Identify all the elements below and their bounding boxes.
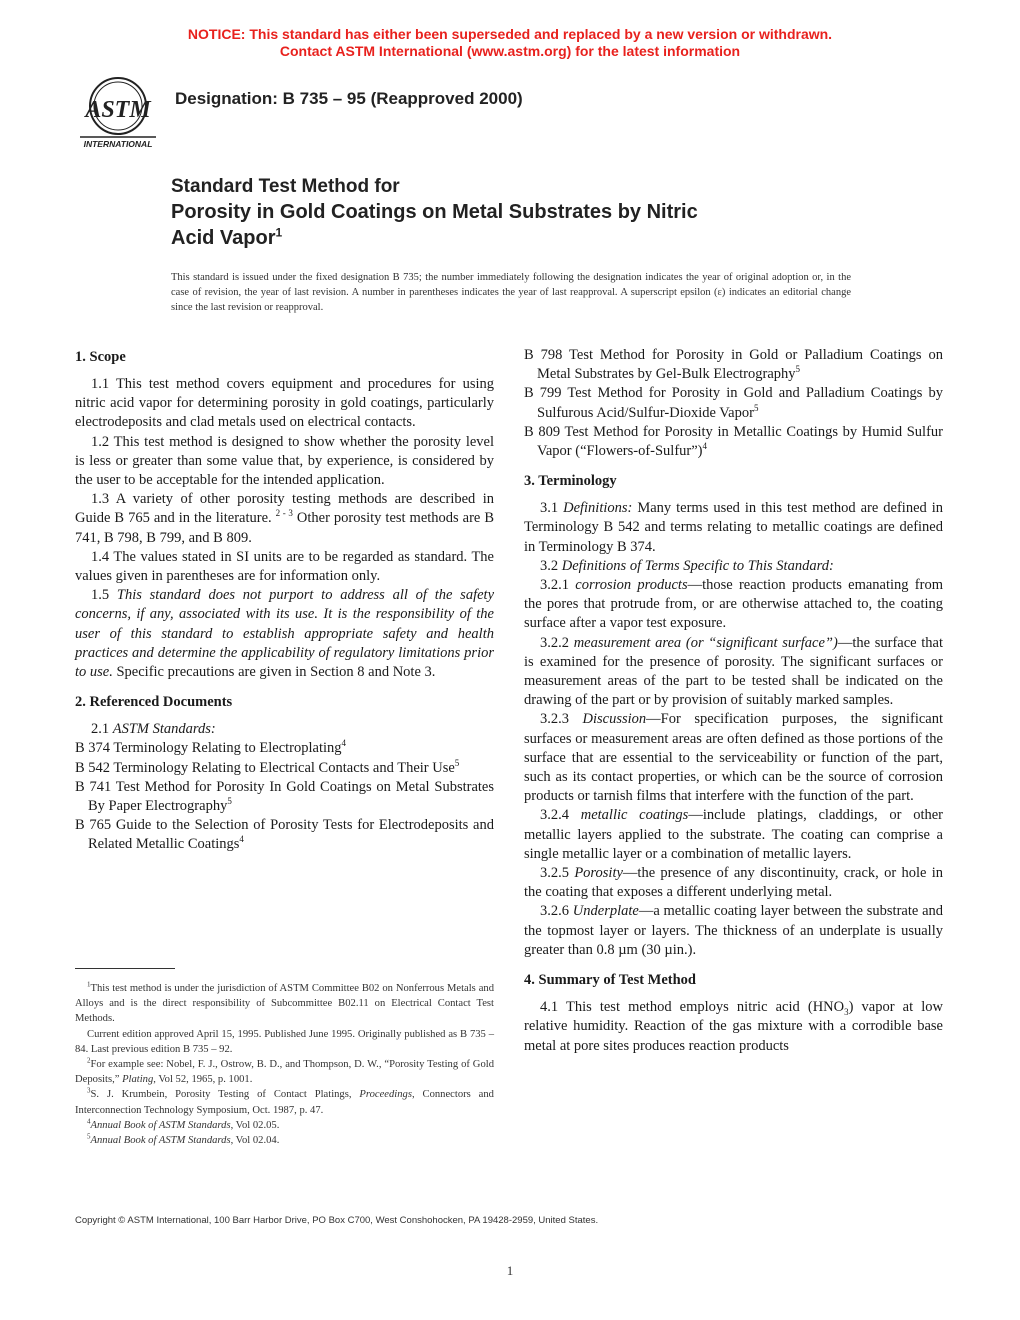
paragraph-3-2-4: [524, 806, 943, 864]
ref-b798: [524, 346, 943, 384]
p3-1-num: 3.1: [540, 500, 564, 517]
p4-1-subscript: 3: [844, 1006, 849, 1017]
superseded-notice: [0, 26, 1020, 60]
footnote-4: [75, 1118, 494, 1133]
p3-2-6-num: 3.2.6: [540, 903, 573, 920]
ref-footnote-mark: 5: [227, 796, 232, 807]
ref-footnote-mark: 5: [454, 757, 460, 768]
p3-2-1-num: 3.2.1: [540, 577, 576, 594]
footnote-divider: [75, 968, 175, 969]
paragraph-3-2-6: [524, 902, 943, 960]
footnote-5: [75, 1133, 494, 1148]
footnote-4-italic: Annual Book of ASTM Standards: [90, 1119, 231, 1131]
paragraph-3-2-2: [524, 634, 943, 711]
paragraph-1-2: 1.2 This test method is designed to show whether the porosity level is less or greater than some value that, by experience, is considered by the user to be acceptable for the intended application.: [75, 433, 494, 489]
title-line-1: Standard Test Method for: [171, 176, 400, 197]
p3-2-2-rest: —the surface that is examined for the presence of porosity. The significant surfaces or measurement areas of the part to be tested shall be indicated on the drawing of the part or by provision of suitably marked samples.: [524, 634, 944, 709]
title-line-2: Porosity in Gold Coatings on Metal Substrates by Nitric: [171, 201, 698, 223]
p3-2-6-term: Underplate: [572, 903, 639, 920]
astm-logo-icon: [74, 72, 162, 152]
footnote-2: [75, 1057, 494, 1087]
ref-footnote-mark: 5: [795, 364, 801, 375]
footnote-1-text: This test method is under the jurisdiction of ASTM Committee B02 on Nonferrous Metals and Alloys and is the direct responsibility of Subcommittee B02.11 on Electrical Contact Test Methods.: [75, 983, 494, 1025]
paragraph-1-1: 1.1 This test method covers equipment and procedures for using nitric acid vapor for determining porosity in gold coatings, particularly electrodeposits and clad metals used on electrical contacts.: [75, 376, 494, 431]
footnote-2-text-a: For example see: Nobel, F. J., Ostrow, B. D., and Thompson, D. W., “Porosity Testing of Gold Deposits,”: [75, 1059, 494, 1086]
footnote-1-edition: Current edition approved April 15, 1995. Published June 1995. Originally published as B 735 – 84. Last previous edition B 735 – 92.: [75, 1028, 494, 1055]
footnote-5-rest: , Vol 02.04.: [230, 1135, 280, 1147]
footnote-3-text-b: , Connectors and Interconnection Technology Symposium, Oct. 1987, p. 47.: [75, 1089, 494, 1116]
document-title: [171, 175, 871, 251]
footnote-3-text-a: S. J. Krumbein, Porosity Testing of Contact Platings,: [90, 1089, 360, 1101]
paragraph-3-2-1: [524, 576, 943, 634]
p4-1-text-b: ) vapor at low relative humidity. Reaction of the gas mixture with a corrodible base metal at pore sites produces reaction products: [524, 999, 943, 1054]
p4-1-text-a: 4.1 This test method employs nitric acid (HNO: [540, 999, 845, 1016]
ref-text: B 542 Terminology Relating to Electrical Contacts and Their Use: [75, 759, 455, 776]
p3-2-2-term: measurement area (or “significant surface”): [573, 634, 838, 651]
ref-footnote-mark: 4: [239, 834, 244, 845]
p3-2-num: 3.2: [540, 557, 562, 574]
p3-2-2-num: 3.2.2: [540, 634, 574, 651]
p3-2-4-num: 3.2.4: [540, 807, 581, 824]
logo-caption: INTERNATIONAL: [83, 139, 153, 149]
ref-text: B 741 Test Method for Porosity In Gold Coatings on Metal Substrates By Paper Electrography: [75, 778, 494, 815]
ref-b799: [524, 384, 943, 422]
footnote-2-text-b: , Vol 52, 1965, p. 1001.: [153, 1074, 253, 1086]
p1-5-italic: This standard does not purport to address all of the safety concerns, if any, associated with its use. It is the responsibility of the user of this standard to establish appropriate safety and health practices and determine the applicability of regulatory limitations prior to use.: [75, 587, 495, 681]
p3-2-3-term: Discussion: [582, 711, 647, 728]
footnote-4-rest: , Vol 02.05.: [230, 1119, 280, 1131]
section-4-heading: 4. Summary of Test Method: [524, 972, 696, 989]
paragraph-1-5: [75, 586, 494, 682]
section-3-heading: 3. Terminology: [524, 473, 617, 490]
ref-footnote-mark: 4: [341, 738, 347, 749]
p1-5-num: 1.5: [91, 587, 117, 604]
paragraph-3-2-5: [524, 864, 943, 902]
ref-footnote-mark: 5: [753, 402, 759, 413]
ref-text: B 765 Guide to the Selection of Porosity Tests for Electrodeposits and Related Metallic Coatings: [75, 817, 494, 853]
title-footnote-mark: 1: [275, 225, 283, 240]
designation: Designation: B 735 – 95 (Reapproved 2000): [175, 89, 523, 108]
footnote-3: [75, 1087, 494, 1117]
paragraph-3-2: [524, 557, 943, 576]
p3-2-3-rest: —For specification purposes, the significant surfaces or measurement areas are often defined as those portions of the surface that are essential to the serviceability or function of the part, such as its contact properties, or which can be the source of corrosion products or tarnish films that interfere with the function of the part.: [524, 711, 944, 805]
paragraph-3-2-3: [524, 710, 943, 806]
ref-b765: [75, 816, 494, 854]
section-1-heading: 1. Scope: [75, 349, 126, 365]
p2-1-num: 2.1: [91, 721, 113, 738]
ref-text: B 374 Terminology Relating to Electroplating: [75, 740, 342, 757]
p2-1-italic: ASTM Standards:: [112, 721, 216, 738]
p1-3-text-b: Other porosity test methods are B 741, B 798, B 799, and B 809.: [75, 510, 495, 546]
footnotes: [75, 981, 494, 1148]
p3-1-italic: Definitions:: [563, 500, 633, 517]
ref-text: B 799 Test Method for Porosity in Gold and Palladium Coatings by Sulfurous Acid/Sulfur-Dioxide Vapor: [524, 385, 943, 421]
p3-2-5-num: 3.2.5: [540, 865, 575, 882]
footnote-mark: 2: [87, 1056, 91, 1065]
p3-1-rest: Many terms used in this test method are defined in Terminology B 542 and terms relating to metallic coatings are defined in Terminology B 374.: [524, 500, 943, 555]
footnote-2-italic: Plating: [122, 1074, 154, 1086]
paragraph-4-1: [524, 998, 943, 1056]
footnote-mark: 5: [87, 1132, 91, 1141]
p3-2-4-rest: —include platings, claddings, or other metallic layers applied to the substrate. The coating can comprise a single metallic layer or a combination of metallic layers.: [524, 807, 944, 862]
footnote-mark: 3: [87, 1086, 91, 1095]
footnote-mark: 1: [87, 980, 91, 989]
ref-b542: [75, 759, 494, 778]
p3-2-6-rest: —a metallic coating layer between the substrate and the topmost layer or layers. The thickness of an underplate is usually greater than 0.8 µm (30 µin.).: [524, 903, 944, 958]
p1-5-rest: Specific precautions are given in Section 8 and Note 3.: [112, 664, 436, 681]
p3-2-1-term: corrosion products: [575, 577, 688, 594]
ref-b741: [75, 778, 494, 816]
ref-footnote-mark: 4: [702, 441, 707, 452]
ref-text: B 809 Test Method for Porosity in Metallic Coatings by Humid Sulfur Vapor (“Flowers-of-Sulfur”): [524, 423, 943, 460]
notice-line-2: Contact ASTM International (www.astm.org) for the latest information: [279, 43, 741, 59]
ref-b374: [75, 739, 494, 758]
footnote-mark: 4: [87, 1117, 91, 1126]
paragraph-3-1: [524, 499, 943, 557]
right-column: [524, 346, 943, 1056]
copyright-line: Copyright © ASTM International, 100 Barr Harbor Drive, PO Box C700, West Conshohocken, PA 19428-2959, United States.: [75, 1215, 599, 1226]
title-line-3-text: Acid Vapor: [171, 227, 276, 249]
footnote-3-italic: Proceedings: [359, 1089, 412, 1101]
paragraph-1-3: [75, 490, 494, 548]
ref-b809: [524, 423, 943, 461]
issue-note: This standard is issued under the fixed designation B 735; the number immediately following the designation indicates the year of original adoption or, in the case of revision, the year of last revision. A number in parentheses indicates the year of last reapproval. A superscript epsilon (ε) indicates an editorial change since the last revision or reapproval.: [171, 272, 851, 313]
footnote-5-italic: Annual Book of ASTM Standards: [90, 1135, 231, 1147]
p1-3-text-a: 1.3 A variety of other porosity testing methods are described in Guide B 765 and in the literature.: [75, 491, 494, 527]
p3-2-5-rest: —the presence of any discontinuity, crack, or hole in the coating that exposes a different underlying metal.: [524, 865, 944, 901]
notice-line-1: NOTICE: This standard has either been superseded and replaced by a new version or withdrawn.: [187, 26, 833, 42]
p3-2-1-rest: —those reaction products emanating from the pores that protrude from, or are otherwise attached to, the coating surface after a vapor test exposure.: [524, 577, 943, 632]
section-2-heading: 2. Referenced Documents: [75, 694, 233, 711]
p3-2-3-num: 3.2.3: [540, 711, 583, 728]
title-line-3: [171, 225, 871, 251]
p3-2-4-term: metallic coatings: [580, 807, 689, 824]
ref-text: B 798 Test Method for Porosity in Gold or Palladium Coatings on Metal Substrates by Gel-Bulk Electrography: [524, 347, 943, 383]
logo-letters: ASTM: [85, 97, 151, 123]
left-column: [75, 346, 494, 855]
p3-2-italic: Definitions of Terms Specific to This Standard:: [561, 557, 834, 574]
paragraph-2-1: [75, 720, 494, 739]
footnote-1: [75, 981, 494, 1027]
page-number: 1: [506, 1263, 514, 1278]
paragraph-1-4: 1.4 The values stated in SI units are to be regarded as standard. The values given in parentheses are for information only.: [75, 548, 494, 585]
p1-3-refs: 2 - 3: [275, 508, 293, 519]
p3-2-5-term: Porosity: [574, 865, 623, 882]
